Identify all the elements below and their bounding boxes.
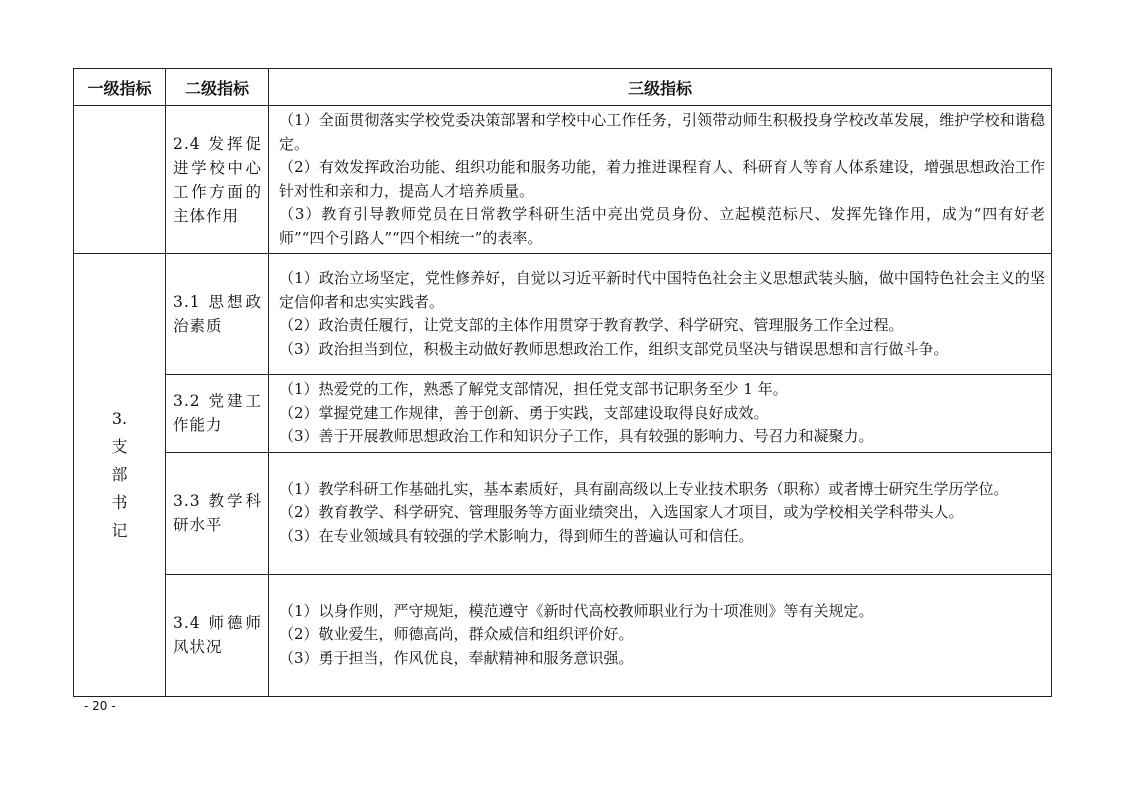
table-row [74,375,1052,453]
level2-cell: 3.2 党建工作能力 [166,375,269,453]
level3-cell [269,254,1052,375]
indicator-item: （1）以身作则，严守规矩，模范遵守《新时代高校教师职业行为十项准则》等有关规定。 [279,601,874,620]
indicator-item: （3）政治担当到位，积极主动做好教师思想政治工作，组织支部党员坚决与错误思想和言行做斗争。 [279,339,949,358]
indicator-item: （2）有效发挥政治功能、组织功能和服务功能，着力推进课程育人、科研育人等育人体系建设，增强思想政治工作针对性和亲和力，提高人才培养质量。 [279,158,1045,200]
level3-cell [269,574,1052,696]
indicator-item: （2）政治责任履行，让党支部的主体作用贯穿于教育教学、科学研究、管理服务工作全过程。 [279,316,904,334]
indicator-item: （1）全面贯彻落实学校党委决策部署和学校中心工作任务，引领带动师生积极投身学校改革发展，维护学校和谐稳定。 [279,111,1045,153]
table-row [74,254,1052,375]
header-level1: 一级指标 [74,69,166,106]
level2-cell: 2.4 发挥促进学校中心工作方面的主体作用 [166,106,269,254]
indicator-item: （1）热爱党的工作，熟悉了解党支部情况，担任党支部书记职务至少 1 年。 [279,380,788,398]
level1-char: 3. [111,408,128,428]
level1-char: 支 [111,436,128,456]
level3-cell [269,106,1052,254]
level2-cell: 3.3 教学科研水平 [166,452,269,574]
indicator-item: （3）善于开展教师思想政治工作和知识分子工作，具有较强的影响力、号召力和凝聚力。 [279,427,874,445]
level1-char: 书 [111,492,128,512]
header-level2: 二级指标 [166,69,269,106]
level2-cell: 3.1 思想政治素质 [166,254,269,375]
table-row [74,574,1052,696]
level3-cell [269,452,1052,574]
indicator-item: （2）敬业爱生，师德高尚，群众威信和组织评价好。 [279,625,634,644]
level1-char: 部 [111,464,128,484]
indicator-table-container [73,68,1051,697]
indicator-item: （2）教育教学、科学研究、管理服务等方面业绩突出，入选国家人才项目，或为学校相关学科带头人。 [279,503,964,522]
level3-cell [269,375,1052,453]
indicator-item: （3）勇于担当，作风优良，奉献精神和服务意识强。 [279,648,634,667]
indicator-table [73,68,1052,697]
indicator-item: （3）在专业领域具有较强的学术影响力，得到师生的普遍认可和信任。 [279,526,754,545]
table-row [74,106,1052,254]
indicator-item: （2）掌握党建工作规律，善于创新、勇于实践，支部建设取得良好成效。 [279,403,769,422]
level1-char: 记 [111,520,128,540]
page-number: - 20 - [84,699,116,713]
level1-cell-empty [74,106,166,254]
indicator-item: （1）政治立场坚定，党性修养好，自觉以习近平新时代中国特色社会主义思想武装头脑，做中国特色社会主义的坚定信仰者和忠实实践者。 [279,269,1045,311]
level2-cell: 3.4 师德师风状况 [166,574,269,696]
indicator-item: （1）教学科研工作基础扎实，基本素质好，具有副高级以上专业技术职务（职称）或者博士研究生学历学位。 [279,479,1009,498]
level1-cell-party-secretary [74,254,166,697]
table-header-row [74,69,1052,106]
indicator-item: （3）教育引导教师党员在日常教学科研生活中亮出党员身份、立起模范标尺、发挥先锋作用，成为“四有好老师”“四个引路人”“四个相统一”的表率。 [279,205,1045,247]
table-row [74,452,1052,574]
header-level3: 三级指标 [269,69,1052,106]
